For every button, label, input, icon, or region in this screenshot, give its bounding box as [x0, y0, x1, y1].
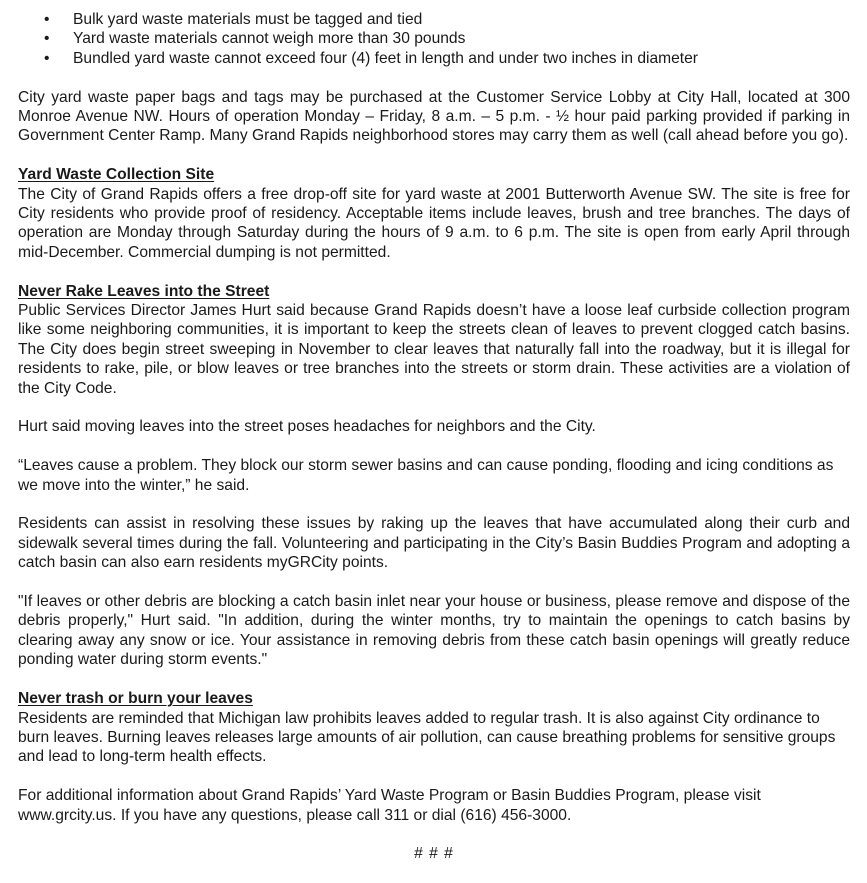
never-rake-paragraph: Public Services Director James Hurt said because Grand Rapids doesn’t have a loose leaf curbside collection program like some neighboring communities, it is important to keep the streets clean of leaves to prevent clogged catch basins. The City does begin street sweeping in November to clear leaves that naturally fall into the roadway, but it is illegal for residents to rake, pile, or blow leaves or tree branches into the streets or storm drain. These activities are a violation of the City Code.	[18, 302, 850, 397]
spacer	[18, 670, 850, 689]
end-of-release-mark: # # #	[414, 845, 454, 863]
list-item	[18, 29, 850, 48]
more-info-paragraph: For additional information about Grand Rapids’ Yard Waste Program or Basin Buddies Program, please visit www.grcity.us. If you have any questions, please call 311 or dial (616) 456-3000.	[18, 787, 761, 824]
bullet-glyph: •	[44, 30, 50, 48]
spacer	[18, 398, 850, 417]
collection-site-paragraph: The City of Grand Rapids offers a free drop-off site for yard waste at 2001 Butterworth Avenue SW. The site is free for City residents who provide proof of residency. Acceptable items include leaves, brush and tree branches. The days of operation are Monday through Saturday during the hours of 9 a.m. to 6 p.m. The site is open from early April through mid-December. Commercial dumping is not permitted.	[18, 185, 850, 261]
quote-problem-paragraph: “Leaves cause a problem. They block our storm sewer basins and can cause ponding, flooding and icing conditions as we move into the winter,” he said.	[18, 457, 834, 494]
headaches-paragraph: Hurt said moving leaves into the street poses headaches for neighbors and the City.	[18, 418, 596, 436]
list-item	[18, 49, 850, 68]
spacer	[18, 767, 850, 786]
press-release-document	[18, 10, 850, 864]
spacer	[18, 573, 850, 592]
spacer	[18, 262, 850, 281]
spacer	[18, 825, 850, 844]
quote-debris-paragraph: "If leaves or other debris are blocking a catch basin inlet near your house or business, please remove and dispose of the debris properly," Hurt said. "In addition, during the winter months, try to maintain the openings to catch basins by clearing away any snow or ice. Your assistance in removing debris from these catch basin openings will greatly reduce ponding water during storm events."	[18, 593, 850, 669]
collection-site-heading: Yard Waste Collection Site	[18, 166, 215, 184]
spacer	[18, 68, 850, 87]
list-item	[18, 10, 850, 29]
purchase-paragraph: City yard waste paper bags and tags may be purchased at the Customer Service Lobby at City Hall, located at 300 Monroe Avenue NW. Hours of operation Monday – Friday, 8 a.m. – 5 p.m. - ½ hour paid parking provided if parking in Government Center Ramp. Many Grand Rapids neighborhood stores may carry them as well (call ahead before you go).	[18, 88, 850, 145]
never-trash-heading: Never trash or burn your leaves	[18, 690, 253, 708]
bullet-glyph: •	[44, 11, 50, 28]
yard-waste-rules-list	[18, 10, 850, 68]
never-rake-heading: Never Rake Leaves into the Street	[18, 282, 270, 300]
bullet-glyph: •	[44, 49, 50, 67]
spacer	[18, 495, 850, 514]
spacer	[18, 146, 850, 165]
list-item-text: Bulk yard waste materials must be tagged and tied	[73, 11, 423, 28]
list-item-text: Yard waste materials cannot weigh more than 30 pounds	[73, 30, 466, 48]
never-trash-paragraph: Residents are reminded that Michigan law prohibits leaves added to regular trash. It is also against City ordinance to burn leaves. Burning leaves releases large amounts of air pollution, can cause breathing problems for sensitive groups and lead to long-term health effects.	[18, 709, 836, 766]
list-item-text: Bundled yard waste cannot exceed four (4) feet in length and under two inches in diameter	[73, 49, 698, 67]
assist-paragraph: Residents can assist in resolving these issues by raking up the leaves that have accumulated along their curb and sidewalk several times during the fall. Volunteering and participating in the City’s Basin Buddies Program and adopting a catch basin can also earn residents myGRCity points.	[18, 515, 850, 572]
spacer	[18, 437, 850, 456]
